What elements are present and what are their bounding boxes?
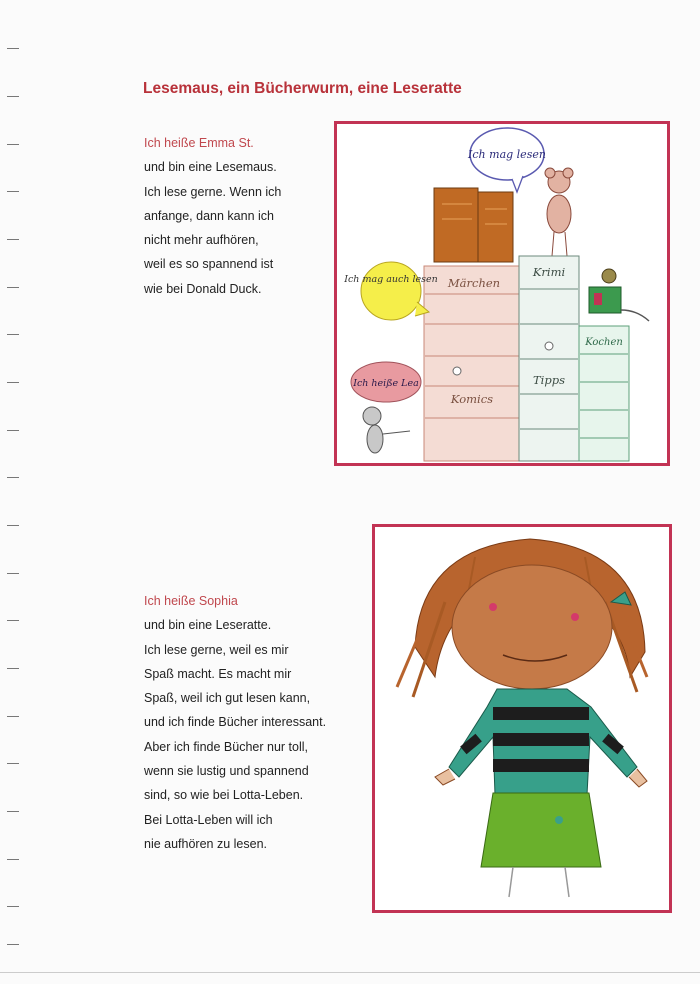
shelf-label-komics: Komics <box>450 392 494 406</box>
entry-line: sind, so wie bei Lotta-Leben. <box>144 788 304 803</box>
margin-tick-marks <box>0 0 30 984</box>
entry-line: und bin eine Lesemaus. <box>144 160 277 175</box>
entry-sophia-text <box>144 589 326 856</box>
entry-emma-text <box>144 131 281 301</box>
open-book-icon <box>434 188 513 262</box>
entry-line: Ich lese gerne. Wenn ich <box>144 184 282 199</box>
entry-line: und bin eine Leseratte. <box>144 618 272 633</box>
bookshelf-drawing <box>337 124 667 463</box>
girl-drawing-frame <box>372 524 672 913</box>
speech-top-text: Ich mag lesen <box>468 148 546 161</box>
shelf-label-kochen: Kochen <box>585 337 623 348</box>
speech-bottom-text: Ich heiße Lea <box>353 378 419 389</box>
entry-line: wie bei Donald Duck. <box>144 281 262 296</box>
mouse-figure-icon <box>545 168 573 256</box>
entry-line: anfange, dann kann ich <box>144 208 274 223</box>
entry-line: Aber ich finde Bücher nur toll, <box>144 739 308 754</box>
bookshelf-drawing-frame <box>334 121 670 466</box>
entry-line: Spaß, weil ich gut lesen kann, <box>144 691 311 706</box>
grey-mouse-icon <box>363 407 410 453</box>
speech-bubble-bottom <box>351 362 421 402</box>
entry-line: nicht mehr aufhören, <box>144 233 259 248</box>
small-book-mouse-icon <box>589 269 649 321</box>
entry-name: Ich heiße Emma St. <box>144 136 254 150</box>
entry-line: Ich lese gerne, weil es mir <box>144 642 289 657</box>
page-heading: Lesemaus, ein Bücherwurm, eine Leseratte <box>143 80 462 97</box>
entry-line: weil es so spannend ist <box>144 257 274 272</box>
speech-left-text: Ich mag auch lesen <box>344 274 438 285</box>
entry-name: Ich heiße Sophia <box>144 594 238 608</box>
entry-line: nie aufhören zu lesen. <box>144 836 268 851</box>
shelf-label-maerchen: Märchen <box>447 276 501 290</box>
entry-line: und ich finde Bücher interessant. <box>144 715 327 730</box>
footer-line <box>0 972 700 973</box>
entry-line: Spaß macht. Es macht mir <box>144 666 292 681</box>
girl-drawing <box>375 527 669 910</box>
shelf-label-tipps: Tipps <box>533 373 565 387</box>
girl-figure-icon <box>397 539 647 897</box>
entry-line: Bei Lotta-Leben will ich <box>144 812 273 827</box>
shelf-label-krimi: Krimi <box>532 265 566 279</box>
speech-bubble-top <box>467 128 546 192</box>
entry-line: wenn sie lustig und spannend <box>144 764 309 779</box>
